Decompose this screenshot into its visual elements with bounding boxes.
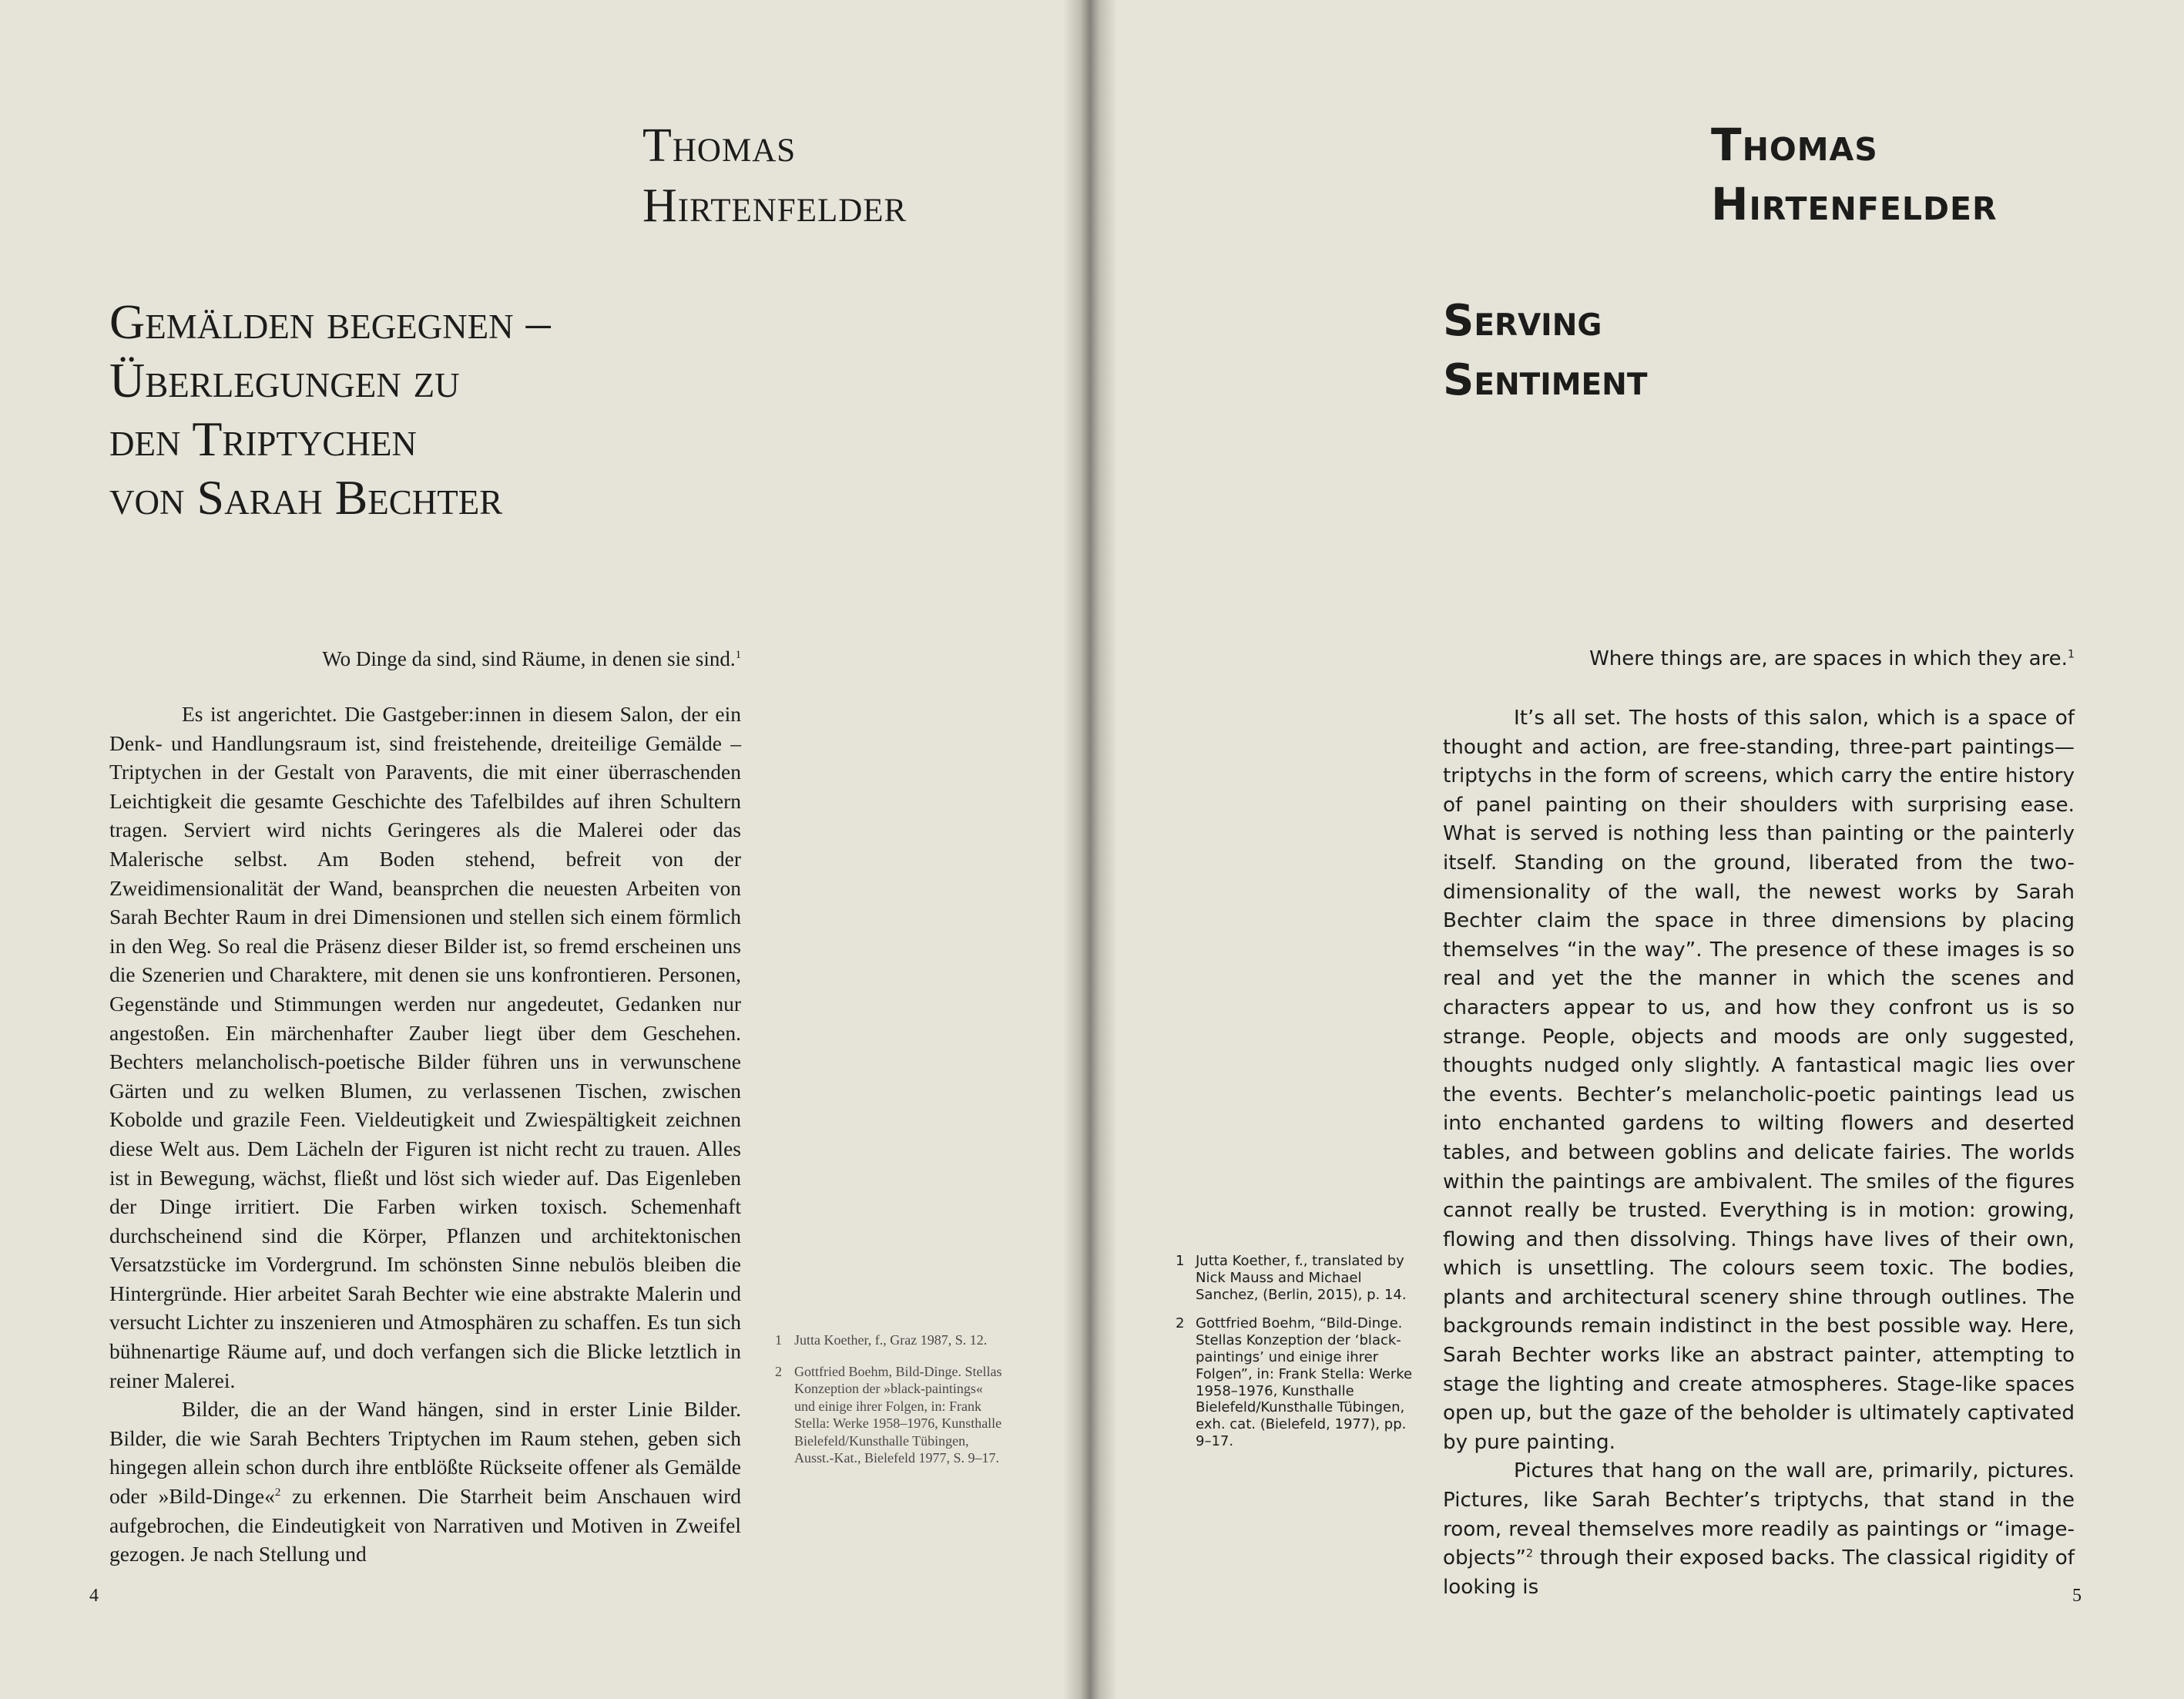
- footnote-number: 1: [775, 1332, 782, 1348]
- page-number: 4: [89, 1586, 99, 1606]
- footnote-ref: 1: [2067, 648, 2075, 661]
- footnote-text: Gottfried Boehm, “Bild-Dinge. Stellas Konzeption der ‘black-paintings’ und einige ihrer Folgen”, in: Frank Stella: Werke 1958–1976, Kunsthalle Bielefeld/Kunsthalle Tübingen, exh. cat. (Bielefeld, 1977), pp. 9–17.: [1196, 1315, 1413, 1449]
- body-text: [1443, 704, 2075, 1602]
- book-gutter: [1063, 0, 1117, 1699]
- paragraph: [1443, 1457, 2075, 1602]
- paragraph: It’s all set. The hosts of this salon, which is a space of thought and action, are free-standing, three-part paintings—triptychs in the form of screens, which carry the entire history of panel painting on their shoulders with surprising ease. What is served is nothing less than painting or the painterly itself. Standing on the ground, liberated from the two-dimensionality of the wall, the newest works by Sarah Bechter claim the space in three dimensions by placing themselves “in the way”. The presence of these images is so real and yet the the manner in which the scenes and characters appear to us, and how they confront us is so strange. People, objects and moods are only suggested, thoughts nudged only slightly. A fantastical magic lies over the events. Bechter’s melancholic-poetic paintings lead us into enchanted gardens to wilting flowers and deserted tables, and between goblins and delicate fairies. The worlds within the paintings are ambivalent. The smiles of the figures cannot really be trusted. Everything is in motion: growing, flowing and then dissolving. Things have lives of their own, which is unsettling. The colours seem toxic. The bodies, plants and architectural scenery shine through outlines. The backgrounds remain indistinct in the best possible way. Here, Sarah Bechter works like an abstract painter, attempting to stage the lighting and create atmospheres. Stage-like spaces open up, but the gaze of the beholder is ultimately captivated by pure painting.: [1443, 707, 2075, 1454]
- left-page: [0, 0, 1083, 1699]
- footnotes: [1176, 1253, 1422, 1462]
- paragraph: [109, 1395, 741, 1569]
- footnote: [775, 1331, 1006, 1349]
- footnote-ref: 2: [1525, 1547, 1534, 1560]
- page-number: 5: [2072, 1586, 2082, 1606]
- footnotes: [775, 1331, 1006, 1481]
- footnote: [775, 1363, 1006, 1467]
- footnote-number: 1: [1176, 1253, 1185, 1269]
- paragraph-text: Pictures that hang on the wall are, primarily, pictures. Pictures, like Sarah Bechter’s triptychs, that stand in the room, reveal themselves more readily as paintings or “image-objects”: [1443, 1459, 2075, 1570]
- epigraph: [1443, 646, 2075, 672]
- author-name: Thomas Hirtenfelder: [642, 119, 907, 232]
- author-name: Thomas Hirtenfelder: [1711, 119, 1998, 230]
- footnote-text: Gottfried Boehm, Bild-Dinge. Stellas Konzeption der »black-paintings« und einige ihrer Folgen, in: Frank Stella: Werke 1958–1976, Kunsthalle Bielefeld/Kunsthalle Tübingen, Ausst.-Kat., Bielefeld 1977, S. 9–17.: [794, 1363, 1002, 1466]
- footnote-number: 2: [775, 1363, 782, 1379]
- footnote-ref: 2: [274, 1486, 281, 1499]
- footnote: [1176, 1253, 1422, 1303]
- footnote-text: Jutta Koether, f., translated by Nick Mauss and Michael Sanchez, (Berlin, 2015), p. 14.: [1196, 1253, 1407, 1303]
- right-page-canvas: [1097, 0, 2184, 1699]
- paragraph-text: through their exposed backs. The classical rigidity of looking is: [1443, 1546, 2075, 1599]
- epigraph: [154, 646, 741, 672]
- footnote: [1176, 1315, 1422, 1449]
- footnote-number: 2: [1176, 1315, 1185, 1332]
- paragraph-text: zu erkennen. Die Starrheit beim Anschauen wird aufgebrochen, die Eindeutigkeit von Narrativen und Motiven in Zweifel gezogen. Je nach Stellung und: [109, 1484, 741, 1566]
- footnote-ref: 1: [735, 649, 741, 661]
- epigraph-text: Where things are, are spaces in which they are.: [1589, 647, 2068, 670]
- right-page: [1097, 0, 2184, 1699]
- body-text: [109, 700, 741, 1569]
- footnote-text: Jutta Koether, f., Graz 1987, S. 12.: [794, 1332, 988, 1348]
- essay-title: Gemälden begegnen – Überlegungen zu den Triptychen von Sarah Bechter: [109, 294, 551, 525]
- paragraph: Es ist angerichtet. Die Gastgeber:innen in diesem Salon, der ein Denk- und Handlungsraum ist, sind freistehende, dreiteilige Gemälde – Triptychen in der Gestalt von Paravents, die mit einer überraschenden Leichtigkeit die gesamte Geschichte des Tafelbildes auf ihren Schultern tragen. Serviert wird nichts Geringeres als die Malerei oder das Malerische selbst. Am Boden stehend, befreit von der Zweidimensionalität der Wand, beansprchen die neuesten Arbeiten von Sarah Bechter Raum in drei Dimensionen und stellen sich einem förmlich in den Weg. So real die Präsenz dieser Bilder ist, so fremd erscheinen uns die Szenerien und Charaktere, mit denen sie uns konfrontieren. Personen, Gegenstände und Stimmungen werden nur angedeutet, Gedanken nur angestoßen. Ein märchenhafter Zauber liegt über dem Geschehen. Bechters melancholisch-poetische Bilder führen uns in verwunschene Gärten und zu welken Blumen, zu verlassenen Tischen, zwischen Kobolde und grazile Feen. Vieldeutigkeit und Zwiespältigkeit zeichnen diese Welt aus. Dem Lächeln der Figuren ist nicht recht zu trauen. Alles ist in Bewegung, wächst, fließt und löst sich wieder auf. Das Eigenleben der Dinge irritiert. Die Farben wirken toxisch. Schemenhaft durchscheinend sind die Körper, Pflanzen und architektonischen Versatzstücke im Vordergrund. Im schönsten Sinne nebulös bleiben die Hintergründe. Hier arbeitet Sarah Bechter wie eine abstrakte Malerin und versucht Lichter zu inszenieren und Atmosphären zu schaffen. Es tun sich bühnenartige Räume auf, und doch verfangen sich die Blicke letztlich in reiner Malerei.: [109, 702, 741, 1392]
- epigraph-text: Wo Dinge da sind, sind Räume, in denen sie sind.: [322, 647, 736, 670]
- essay-title: Serving Sentiment: [1443, 296, 1648, 405]
- paragraph-text: Bilder, die an der Wand hängen, sind in erster Linie Bilder. Bilder, die wie Sarah Bechters Triptychen im Raum stehen, geben sich hingegen allein schon durch ihre entblößte Rückseite offener als Gemälde oder »Bild-Dinge«: [109, 1397, 741, 1509]
